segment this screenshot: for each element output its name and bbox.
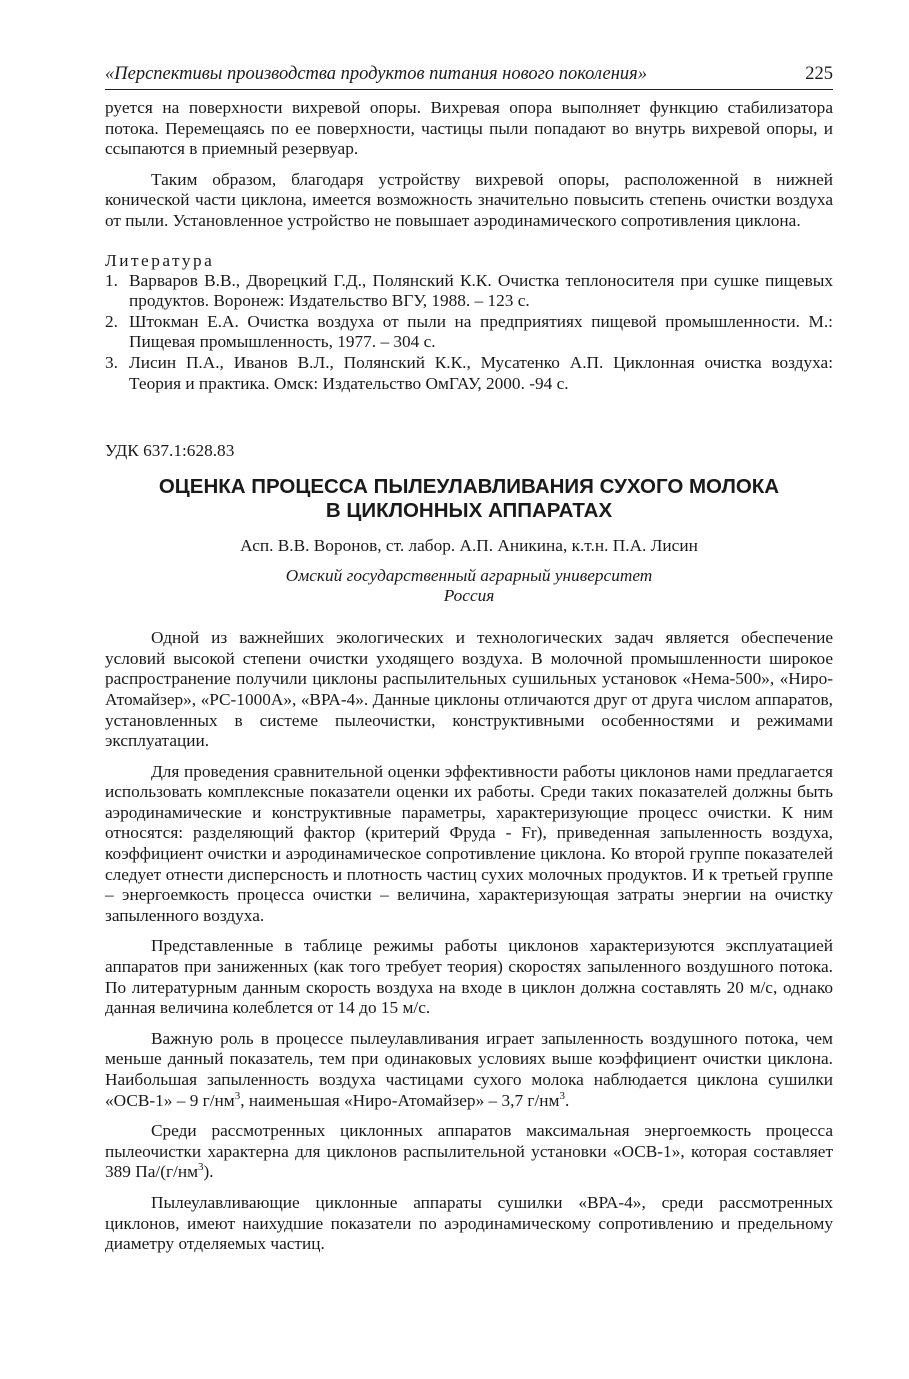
reference-list (105, 271, 833, 395)
reference-item: 2. Штокман Е.А. Очистка воздуха от пыли на предприятиях пищевой промышленности. М.: Пищевая промышленность, 1977. – 304 с. (105, 311, 833, 352)
page-number: 225 (805, 64, 833, 84)
reference-item: 1. Варваров В.В., Дворецкий Г.Д., Полянский К.К. Очистка теплоносителя при сушке пищевых продуктов. Воронеж: Издательство ВГУ, 1988. – 123 с. (105, 270, 833, 311)
affiliation (105, 566, 833, 606)
reference-item: 3. Лисин П.А., Иванов В.Л., Полянский К.К., Мусатенко А.П. Циклонная очистка воздуха: Теория и практика. Омск: Издательство ОмГАУ, 2000. -94 с. (105, 352, 833, 393)
university: Омский государственный аграрный университет (285, 566, 653, 586)
intro-paragraph-1: руется на поверхности вихревой опоры. Вихревая опора выполняет функцию стабилизатора потока. Перемещаясь по ее поверхности, частицы пыли попадают во внутрь вихревой опоры, и ссыпаются в приемный резервуар. (105, 98, 833, 159)
article-title (105, 475, 833, 523)
body-paragraph-2: Для проведения сравнительной оценки эффективности работы циклонов нами предлагается использовать комплексные показатели оценки их работы. Среди таких показателей должны быть аэродинамические и конструктивные параметры, характеризующие процесс очистки. К ним относятся: разделяющий фактор (критерий Фруда - Fr), приведенная запыленность воздуха, коэффициент очистки и аэродинамическое сопротивление циклона. Ко второй группе показателей следует отнести дисперсность и плотность частиц сухих молочных продуктов. И к третьей группе – энергоемкость процесса очистки – величина, характеризующая затраты энергии на очистку запыленного воздуха. (105, 761, 833, 925)
article-title-line-2: В ЦИКЛОННЫХ АППАРАТАХ (325, 499, 613, 523)
running-header (105, 64, 833, 90)
body-paragraph-6: Пылеулавливающие циклонные аппараты сушилки «ВРА-4», среди рассмотренных циклонов, имеют наихудшие показатели по аэродинамическому сопротивлению и предельному диаметру отделяемых частиц. (105, 1192, 833, 1254)
body-paragraph-5: Среди рассмотренных циклонных аппаратов максимальная энергоемкость процесса пылеочистки характерна для циклонов распылительной установки «ОСВ-1», которая составляет 389 $Па/(г/нм^3)$. (105, 1121, 833, 1182)
journal-title: «Перспективы производства продуктов питания нового поколения» (105, 64, 647, 84)
body-paragraph-4: Важную роль в процессе пылеулавливания играет запыленность воздушного потока, чем меньше данный показатель, тем при одинаковых условиях выше коэффициент очистки циклона. Наибольшая запыленность воздуха частицами сухого молока наблюдается циклона сушилки «ОСВ-1» – 9 $г/нм^3$, наименьшая «Ниро-Атомайзер» – 3,7 $г/нм^3$. (105, 1028, 833, 1110)
body-paragraph-3: Представленные в таблице режимы работы циклонов характеризуются эксплуатацией аппаратов при заниженных (как того требует теория) скоростях запыленного воздушного потока. По литературным данным скорость воздуха на входе в циклон должна составлять 20 м/с, однако данная величина колеблется от 14 до 15 м/с. (105, 936, 833, 1018)
page (105, 64, 833, 1255)
authors: Асп. В.В. Воронов, ст. лабор. А.П. Аникина, к.т.н. П.А. Лисин (240, 536, 698, 556)
country: Россия (443, 586, 495, 606)
udk-code: УДК 637.1:628.83 (105, 441, 235, 461)
article-title-line-1: ОЦЕНКА ПРОЦЕССА ПЫЛЕУЛАВЛИВАНИЯ СУХОГО МОЛОКА (158, 475, 780, 499)
body-paragraph-1: Одной из важнейших экологических и технологических задач является обеспечение условий высокой степени очистки уходящего воздуха. В молочной промышленности широкое распространение получили циклоны распылительных сушильных установок «Нема-500», «Ниро-Атомайзер», «РС-1000А», «ВРА-4». Данные циклоны отличаются друг от друга числом аппаратов, установленных в системе пылеочистки, конструктивными особенностями и режимами эксплуатации. (105, 628, 833, 751)
intro-paragraph-2: Таким образом, благодаря устройству вихревой опоры, расположенной в нижней конической части циклона, имеется возможность значительно повысить степень очистки воздуха от пыли. Установленное устройство не повышает аэродинамического сопротивления циклона. (105, 169, 833, 230)
literature-title: Литература (105, 250, 215, 270)
